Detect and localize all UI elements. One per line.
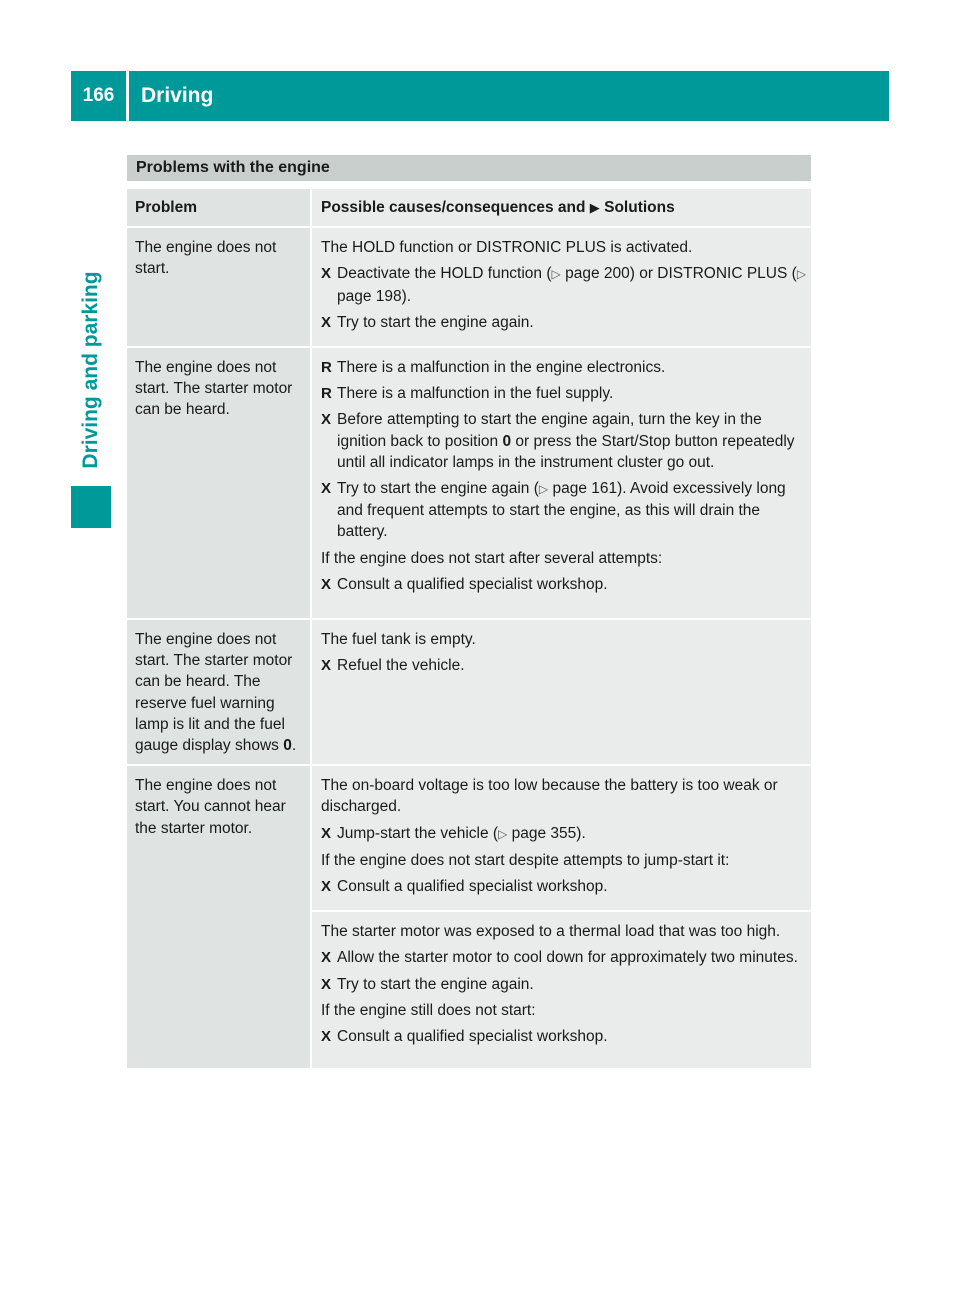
step-item — [321, 409, 807, 473]
cause-marker-icon: R — [321, 359, 332, 377]
header-divider — [126, 71, 129, 121]
problem-cell: The engine does not start. — [127, 228, 312, 346]
section-title: Problems with the engine — [127, 155, 811, 181]
cause-text: There is a malfunction in the fuel supply. — [337, 385, 614, 403]
step-item — [321, 478, 807, 543]
table-header-row — [127, 189, 811, 228]
step-text: Try to start the engine again. — [337, 975, 534, 993]
step-item — [321, 655, 807, 676]
step-marker-icon: X — [321, 313, 332, 331]
step-marker-icon: X — [321, 265, 332, 283]
note-text: If the engine does not start after several attempts: — [321, 549, 663, 567]
page-ref-icon: ▷ — [551, 267, 561, 282]
problem-text: The engine does not start. The starter motor can be heard. The reserve fuel warning lamp is lit and the fuel gauge display shows — [135, 631, 293, 755]
chapter-title: Driving — [141, 84, 214, 107]
step-text: Refuel the vehicle. — [337, 657, 465, 675]
step-text: Try to start the engine again ( — [337, 480, 539, 498]
problem-cell — [127, 620, 312, 764]
step-text: Consult a qualified specialist workshop. — [337, 1028, 608, 1046]
step-marker-icon: X — [321, 411, 332, 429]
cause-marker-icon: R — [321, 385, 332, 403]
step-text: Jump-start the vehicle ( — [337, 824, 499, 842]
step-item — [321, 263, 807, 306]
step-text: or press the Start/Stop button repeatedly until all indicator lamps in the instrument cluster go out. — [337, 432, 795, 471]
side-tab-marker — [71, 486, 111, 528]
page-number: 166 — [82, 85, 115, 106]
step-marker-icon: X — [321, 657, 332, 675]
position-value: 0 — [502, 432, 512, 450]
page-ref-link[interactable]: page 355). — [511, 824, 586, 842]
page-ref-icon: ▷ — [498, 826, 508, 841]
column-header-solution — [312, 189, 811, 226]
column-header-problem: Problem — [127, 189, 312, 226]
step-marker-icon: X — [321, 575, 332, 593]
step-item — [321, 574, 807, 595]
cause-bullet — [321, 357, 807, 378]
page-ref-link[interactable]: page 161). Avoid excessively long and frequent attempts to start the engine, as this will drain the battery. — [337, 480, 786, 541]
note-text: If the engine does not start despite attempts to jump-start it: — [321, 851, 730, 869]
table-row — [127, 348, 811, 620]
page-ref-link[interactable]: page 200) or DISTRONIC PLUS ( — [565, 265, 797, 283]
step-item — [321, 947, 807, 968]
problems-table — [127, 189, 811, 1070]
problem-cell: The engine does not start. The starter motor can be heard. — [127, 348, 312, 618]
step-marker-icon: X — [321, 878, 332, 896]
page-ref-link[interactable]: page 198). — [337, 287, 412, 305]
page-ref-icon: ▷ — [796, 267, 807, 282]
solution-cell — [312, 766, 811, 1068]
problem-cell: The engine does not start. You cannot hear the starter motor. — [127, 766, 312, 1068]
note-text: If the engine still does not start: — [321, 1001, 536, 1019]
step-marker-icon: X — [321, 1028, 332, 1046]
solution-block — [321, 775, 807, 910]
step-marker-icon: X — [321, 824, 332, 842]
step-item — [321, 1026, 807, 1047]
step-marker-icon: X — [321, 949, 332, 967]
column-header-solution-pre: Possible causes/consequences and — [321, 199, 586, 216]
step-text: Deactivate the HOLD function ( — [337, 265, 552, 283]
step-marker-icon: X — [321, 480, 332, 498]
page-ref-icon: ▷ — [538, 482, 549, 497]
step-marker-icon: X — [321, 975, 332, 993]
cause-text: The fuel tank is empty. — [321, 631, 476, 649]
step-item — [321, 876, 807, 897]
table-row — [127, 766, 811, 1070]
side-tab-label: Driving and parking — [79, 271, 102, 469]
cause-bullet — [321, 383, 807, 404]
cause-text: The on-board voltage is too low because the battery is too weak or discharged. — [321, 777, 778, 816]
table-row — [127, 228, 811, 348]
cause-text: There is a malfunction in the engine electronics. — [337, 359, 666, 377]
solution-cell — [312, 620, 811, 764]
gauge-value: 0 — [283, 737, 292, 755]
solution-block — [312, 910, 811, 1060]
problem-text-end: . — [291, 737, 297, 755]
solution-cell — [312, 348, 811, 618]
step-text: Try to start the engine again. — [337, 313, 534, 331]
table-row — [127, 620, 811, 766]
step-item — [321, 312, 807, 333]
column-header-solution-post: Solutions — [604, 199, 675, 216]
solution-cell — [312, 228, 811, 346]
step-text: Consult a qualified specialist workshop. — [337, 575, 608, 593]
step-item — [321, 974, 807, 995]
solution-arrow-icon: ▶ — [589, 200, 600, 215]
step-text: Consult a qualified specialist workshop. — [337, 878, 608, 896]
cause-text: The starter motor was exposed to a thermal load that was too high. — [321, 923, 781, 941]
step-item — [321, 823, 807, 845]
cause-text: The HOLD function or DISTRONIC PLUS is activated. — [321, 239, 693, 257]
step-text: Allow the starter motor to cool down for approximately two minutes. — [337, 949, 798, 967]
step-text: Before attempting to start the engine again, turn the key in the ignition back to position — [337, 411, 762, 450]
